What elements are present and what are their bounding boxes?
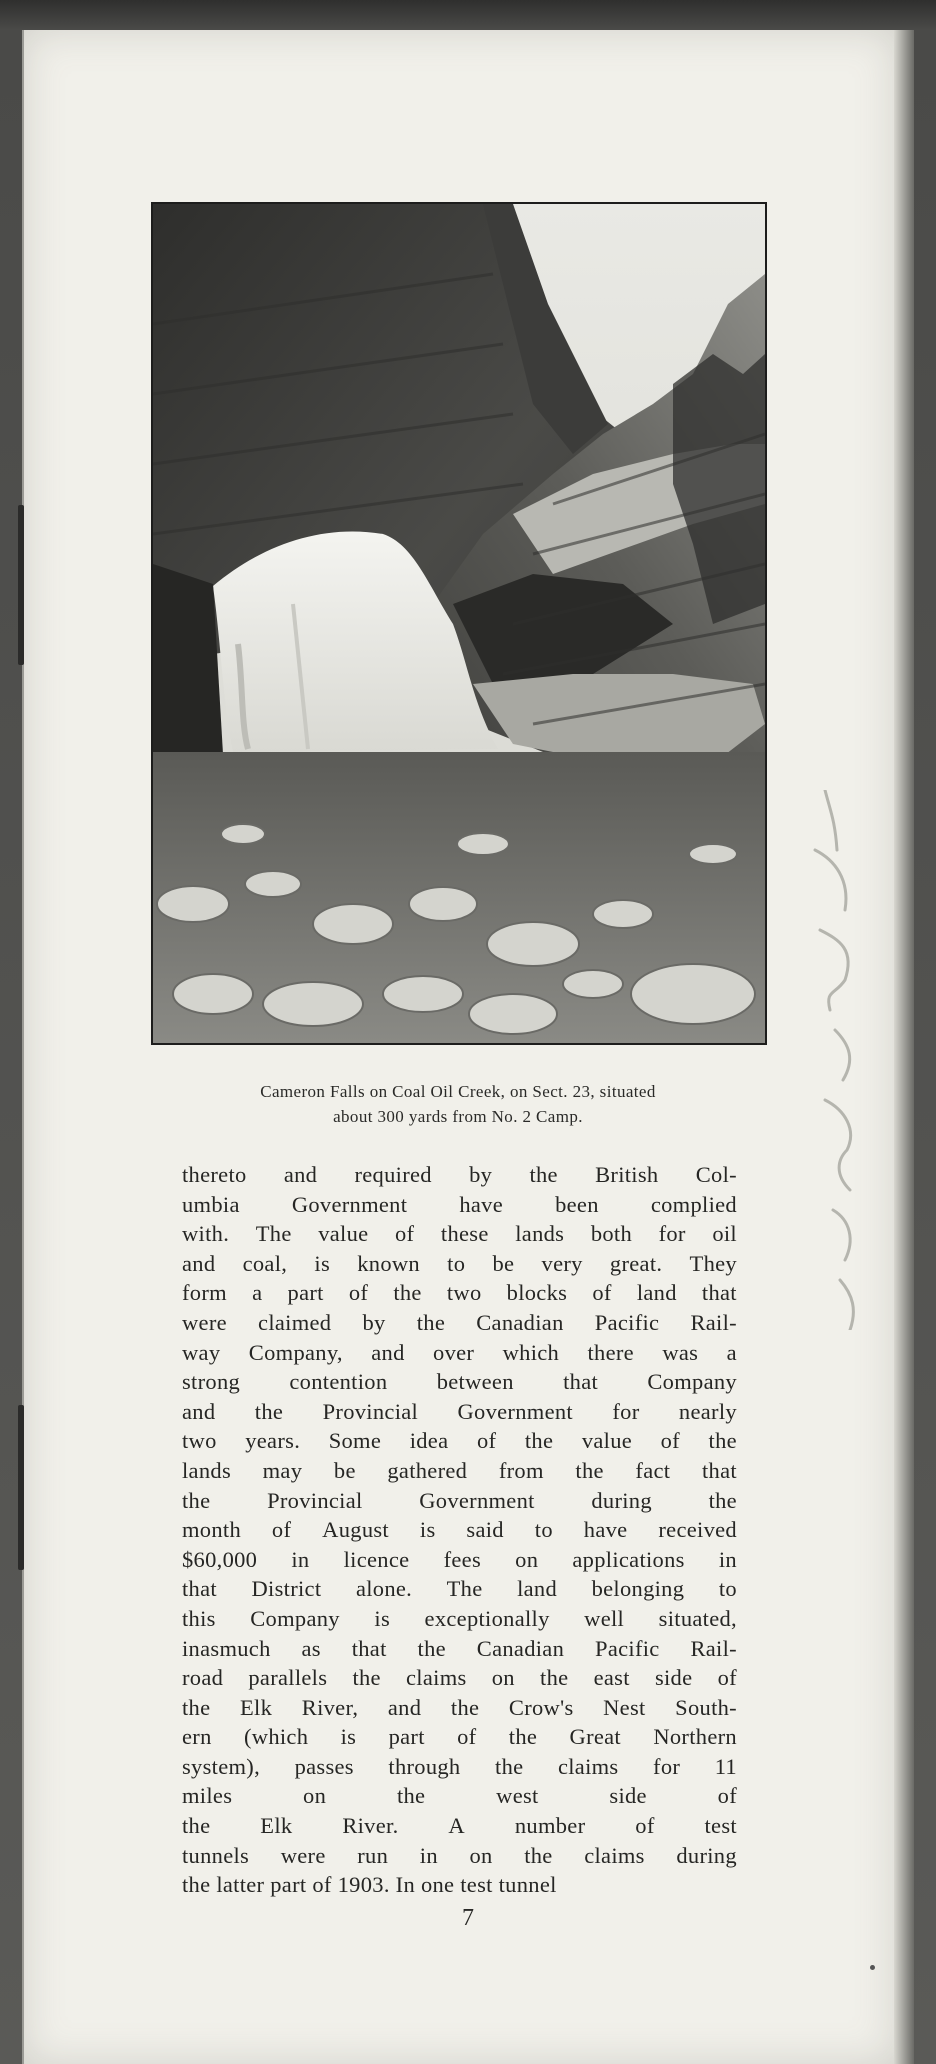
- text-word: The: [446, 1576, 483, 1602]
- text-word: received: [658, 1517, 737, 1543]
- text-word: a: [726, 1339, 737, 1365]
- text-word: that: [563, 1369, 599, 1395]
- text-line: [182, 1367, 737, 1397]
- text-line: [182, 1634, 737, 1664]
- text-word: land: [636, 1280, 677, 1306]
- text-line: [182, 1811, 737, 1841]
- page-number: 7: [462, 1905, 474, 1931]
- text-word: the: [393, 1280, 422, 1306]
- text-word: nearly: [678, 1398, 737, 1424]
- text-word: from: [498, 1457, 544, 1483]
- text-line: [182, 1426, 737, 1456]
- text-word: River,: [301, 1694, 359, 1720]
- text-word: the: [524, 1428, 554, 1454]
- text-word: fees: [443, 1546, 481, 1572]
- text-word: there: [587, 1339, 634, 1365]
- text-word: umbia: [182, 1191, 240, 1217]
- text-word: form: [182, 1280, 227, 1306]
- text-word: complied: [650, 1191, 737, 1217]
- text-word: in: [718, 1546, 737, 1572]
- text-word: the: [396, 1783, 426, 1809]
- text-word: have: [459, 1191, 504, 1217]
- text-word: claimed: [258, 1309, 332, 1335]
- text-word: of: [395, 1221, 415, 1247]
- text-word: for: [612, 1398, 640, 1424]
- binding-mark: [18, 505, 24, 665]
- text-word: and: [387, 1694, 422, 1720]
- text-word: this: [182, 1605, 216, 1631]
- text-word: land: [517, 1576, 558, 1602]
- text-word: that: [182, 1576, 217, 1602]
- text-word: claims: [406, 1665, 467, 1691]
- text-word: and: [283, 1162, 318, 1187]
- text-word: required: [354, 1162, 432, 1187]
- text-word: as: [301, 1635, 321, 1661]
- text-word: way: [182, 1339, 221, 1365]
- caption-line: Cameron Falls on Coal Oil Creek, on Sect. 23, situated: [260, 1082, 656, 1101]
- text-word: of: [457, 1724, 477, 1750]
- text-word: which: [502, 1339, 560, 1365]
- text-word: to: [534, 1517, 553, 1543]
- text-word: that: [701, 1457, 737, 1483]
- text-word: of: [660, 1428, 680, 1454]
- text-word: during: [591, 1487, 652, 1513]
- text-word: the: [182, 1487, 211, 1513]
- text-word: and: [182, 1398, 216, 1424]
- text-word: parallels: [248, 1665, 328, 1691]
- text-word: alone.: [355, 1576, 413, 1602]
- text-word: great.: [609, 1250, 663, 1276]
- text-word: on: [303, 1783, 327, 1809]
- text-word: two: [446, 1280, 482, 1306]
- text-word: known: [357, 1250, 420, 1276]
- text-word: to: [718, 1576, 737, 1602]
- text-word: have: [583, 1517, 628, 1543]
- text-word: District: [251, 1576, 322, 1602]
- text-line: [182, 1663, 737, 1693]
- text-line: [182, 1249, 737, 1279]
- text-word: River.: [342, 1813, 399, 1839]
- text-word: the: [352, 1665, 381, 1691]
- text-word: Provincial: [267, 1487, 363, 1513]
- text-line: [182, 1515, 737, 1545]
- text-word: well: [584, 1605, 625, 1631]
- text-word: system),: [182, 1753, 261, 1779]
- text-word: for: [653, 1753, 681, 1779]
- text-word: with.: [182, 1221, 230, 1247]
- text-word: of: [271, 1517, 292, 1543]
- text-word: years.: [245, 1428, 301, 1454]
- text-word: Company: [647, 1369, 737, 1395]
- text-word: side: [609, 1783, 647, 1809]
- text-line: [182, 1190, 737, 1220]
- text-word: lands: [182, 1457, 231, 1483]
- text-word: may: [262, 1457, 303, 1483]
- text-word: over: [433, 1339, 475, 1365]
- text-word: be: [492, 1250, 515, 1276]
- text-word: $60,000: [182, 1546, 258, 1572]
- text-word: oil: [712, 1221, 737, 1247]
- text-word: the: [450, 1694, 480, 1720]
- text-word: the: [708, 1487, 737, 1513]
- text-word: the: [495, 1753, 524, 1779]
- text-word: Rail-: [690, 1309, 737, 1335]
- text-word: were: [280, 1842, 326, 1868]
- waterfall-photo-image: [153, 204, 765, 1043]
- body-paragraph: [182, 1160, 737, 1900]
- text-word: fact: [635, 1457, 671, 1483]
- text-word: the: [417, 1635, 446, 1661]
- text-word: part: [388, 1724, 425, 1750]
- photo-caption: [150, 1079, 766, 1129]
- text-word: of: [717, 1783, 737, 1809]
- text-word: value: [318, 1221, 369, 1247]
- text-line: [182, 1841, 737, 1871]
- text-line: [182, 1278, 737, 1308]
- text-word: on: [515, 1546, 539, 1572]
- text-word: gathered: [387, 1457, 468, 1483]
- text-word: the: [182, 1694, 211, 1720]
- text-line: [182, 1397, 737, 1427]
- text-word: part: [287, 1280, 324, 1306]
- text-word: is: [374, 1605, 390, 1631]
- text-word: and: [371, 1339, 405, 1365]
- text-word: of: [476, 1428, 497, 1454]
- text-word: Pacific: [595, 1635, 660, 1661]
- text-word: two: [182, 1428, 217, 1454]
- text-word: side: [654, 1665, 693, 1691]
- text-word: in: [419, 1842, 438, 1868]
- text-word: the: [708, 1428, 737, 1454]
- text-word: Some: [328, 1428, 382, 1454]
- text-word: belonging: [591, 1576, 685, 1602]
- text-word: claims: [557, 1753, 619, 1779]
- text-word: east: [593, 1665, 630, 1691]
- text-word: Great: [569, 1724, 621, 1750]
- text-word: inasmuch: [182, 1635, 271, 1661]
- text-word: to: [447, 1250, 466, 1276]
- text-word: in: [291, 1546, 310, 1572]
- text-word: Elk: [240, 1694, 273, 1720]
- text-word: said: [466, 1517, 504, 1543]
- text-line: the latter part of 1903. In one test tunnel: [182, 1872, 557, 1898]
- text-line: [182, 1545, 737, 1575]
- text-word: is: [340, 1724, 357, 1750]
- text-word: were: [182, 1309, 227, 1335]
- text-word: Pacific: [594, 1309, 660, 1335]
- text-word: Elk: [260, 1813, 293, 1839]
- text-word: Canadian: [476, 1309, 564, 1335]
- text-line: [182, 1693, 737, 1723]
- text-word: coal,: [242, 1250, 288, 1276]
- text-word: the: [254, 1398, 284, 1424]
- text-line: [182, 1160, 737, 1190]
- speck: [870, 1965, 875, 1970]
- text-word: the: [540, 1665, 569, 1691]
- text-word: for: [658, 1221, 686, 1247]
- text-word: west: [496, 1783, 539, 1809]
- text-word: during: [676, 1842, 737, 1868]
- text-word: the: [524, 1842, 553, 1868]
- text-word: of: [592, 1280, 612, 1306]
- text-word: Government: [291, 1191, 408, 1217]
- text-line: [182, 1752, 737, 1782]
- text-word: The: [255, 1221, 292, 1247]
- text-word: was: [662, 1339, 699, 1365]
- text-word: number: [514, 1813, 586, 1839]
- text-word: the: [575, 1457, 604, 1483]
- text-word: Provincial: [322, 1398, 419, 1424]
- text-word: test: [704, 1813, 737, 1839]
- text-word: of: [635, 1813, 655, 1839]
- text-word: Canadian: [476, 1635, 565, 1661]
- text-line: [182, 1722, 737, 1752]
- text-word: Government: [419, 1487, 535, 1513]
- text-word: road: [182, 1665, 224, 1691]
- text-word: Company,: [248, 1339, 343, 1365]
- text-word: blocks: [506, 1280, 568, 1306]
- text-word: by: [469, 1162, 493, 1187]
- text-word: on: [469, 1842, 493, 1868]
- text-word: tunnels: [182, 1842, 250, 1868]
- text-word: 11: [714, 1753, 737, 1779]
- text-word: claims: [584, 1842, 645, 1868]
- text-word: run: [357, 1842, 389, 1868]
- text-word: licence: [343, 1546, 410, 1572]
- text-line: [182, 1781, 737, 1811]
- text-line: [182, 1338, 737, 1368]
- text-word: the: [508, 1724, 538, 1750]
- text-word: and: [182, 1250, 216, 1276]
- text-word: been: [555, 1191, 599, 1217]
- text-word: Col-: [695, 1162, 737, 1187]
- text-word: They: [689, 1250, 737, 1276]
- text-word: lands: [515, 1221, 565, 1247]
- text-word: be: [333, 1457, 356, 1483]
- text-word: the: [182, 1813, 211, 1839]
- text-word: strong: [182, 1369, 241, 1395]
- caption-line: about 300 yards from No. 2 Camp.: [333, 1107, 583, 1126]
- text-word: situated,: [658, 1605, 737, 1631]
- text-word: that: [701, 1280, 737, 1306]
- text-word: Company: [250, 1605, 340, 1631]
- text-word: South-: [675, 1694, 737, 1720]
- text-word: idea: [409, 1428, 449, 1454]
- text-word: Government: [457, 1398, 573, 1424]
- text-word: a: [252, 1280, 263, 1306]
- text-word: passes: [294, 1753, 354, 1779]
- text-word: thereto: [182, 1162, 247, 1187]
- text-word: on: [491, 1665, 515, 1691]
- waterfall-photograph: [151, 202, 767, 1045]
- page-edge: [894, 30, 914, 2064]
- text-word: the: [416, 1309, 446, 1335]
- text-word: between: [436, 1369, 514, 1395]
- text-line: [182, 1574, 737, 1604]
- text-word: of: [717, 1665, 737, 1691]
- text-word: miles: [182, 1783, 233, 1809]
- text-word: (which: [243, 1724, 309, 1750]
- text-word: British: [595, 1162, 659, 1187]
- text-word: Northern: [653, 1724, 737, 1750]
- text-line: [182, 1308, 737, 1338]
- text-line: [182, 1604, 737, 1634]
- text-word: A: [448, 1813, 465, 1839]
- text-word: is: [314, 1250, 331, 1276]
- text-word: August: [322, 1517, 389, 1543]
- text-word: Crow's: [508, 1694, 574, 1720]
- text-word: by: [362, 1309, 386, 1335]
- text-word: very: [541, 1250, 583, 1276]
- pencil-handwriting: [795, 790, 885, 1330]
- text-line: [182, 1456, 737, 1486]
- binding-mark: [18, 1405, 24, 1570]
- text-word: of: [348, 1280, 369, 1306]
- text-word: exceptionally: [424, 1605, 550, 1631]
- text-word: both: [590, 1221, 633, 1247]
- text-word: Rail-: [690, 1635, 737, 1661]
- text-line: [182, 1486, 737, 1516]
- text-word: ern: [182, 1724, 212, 1750]
- text-word: value: [581, 1428, 633, 1454]
- text-word: Nest: [603, 1694, 646, 1720]
- text-word: applications: [572, 1546, 685, 1572]
- text-word: that: [351, 1635, 387, 1661]
- text-word: is: [419, 1517, 436, 1543]
- text-word: the: [529, 1162, 558, 1187]
- text-word: these: [440, 1221, 489, 1247]
- text-word: contention: [289, 1369, 388, 1395]
- text-word: month: [182, 1517, 242, 1543]
- text-line: [182, 1219, 737, 1249]
- text-word: through: [388, 1753, 461, 1779]
